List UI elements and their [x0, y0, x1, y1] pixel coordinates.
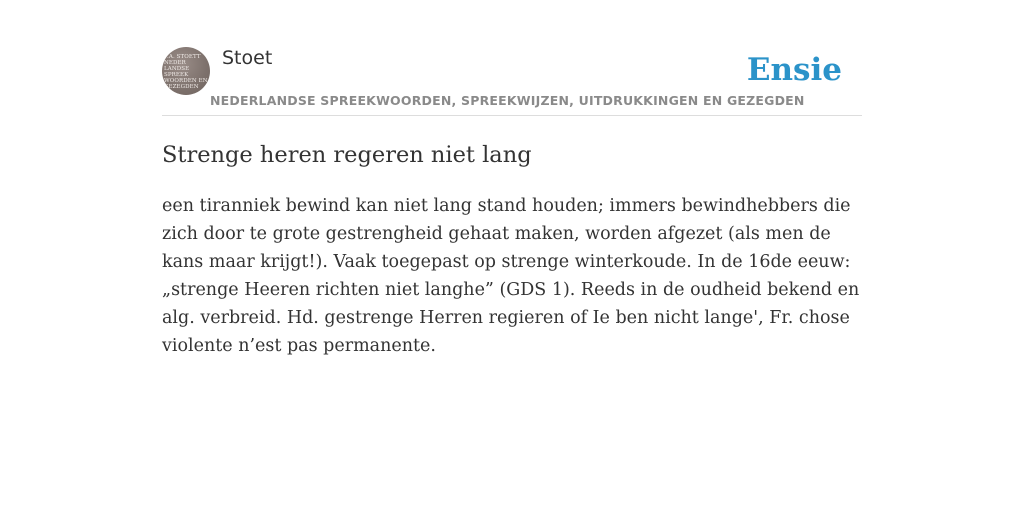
avatar-line: GEZEGDEN	[164, 84, 199, 90]
entry-title: Strenge heren regeren niet lang	[162, 142, 532, 168]
avatar-line: LANDSE	[164, 66, 190, 72]
brand-logo[interactable]: Ensie	[746, 52, 842, 88]
avatar[interactable]	[162, 47, 210, 95]
author-name[interactable]: Stoet	[222, 47, 273, 69]
avatar-book-cover-text	[164, 54, 210, 90]
header	[162, 44, 862, 116]
source-subtitle[interactable]: NEDERLANDSE SPREEKWOORDEN, SPREEKWIJZEN, UITDRUKKINGEN EN GEZEGDEN	[210, 93, 805, 108]
avatar-line: SPREEK	[164, 72, 189, 78]
entry-body: een tiranniek bewind kan niet lang stand houden; immers bewindhebbers die zich door te grote gestrengheid gehaat maken, worden afgezet (als men de kans maar krijgt!). Vaak toegepast op strenge winterkoude. In de 16de eeuw: „strenge Heeren richten niet langhe” (GDS 1). Reeds in de oudheid bekend en alg. verbreid. Hd. gestrenge Herren regieren of Ie ben nicht lange', Fr. chose violente n’est pas permanente.	[162, 196, 860, 356]
avatar-line: NEDER	[164, 60, 186, 66]
avatar-line: F.A. STOETT	[164, 54, 201, 60]
avatar-line: WOORDEN EN	[164, 78, 208, 84]
